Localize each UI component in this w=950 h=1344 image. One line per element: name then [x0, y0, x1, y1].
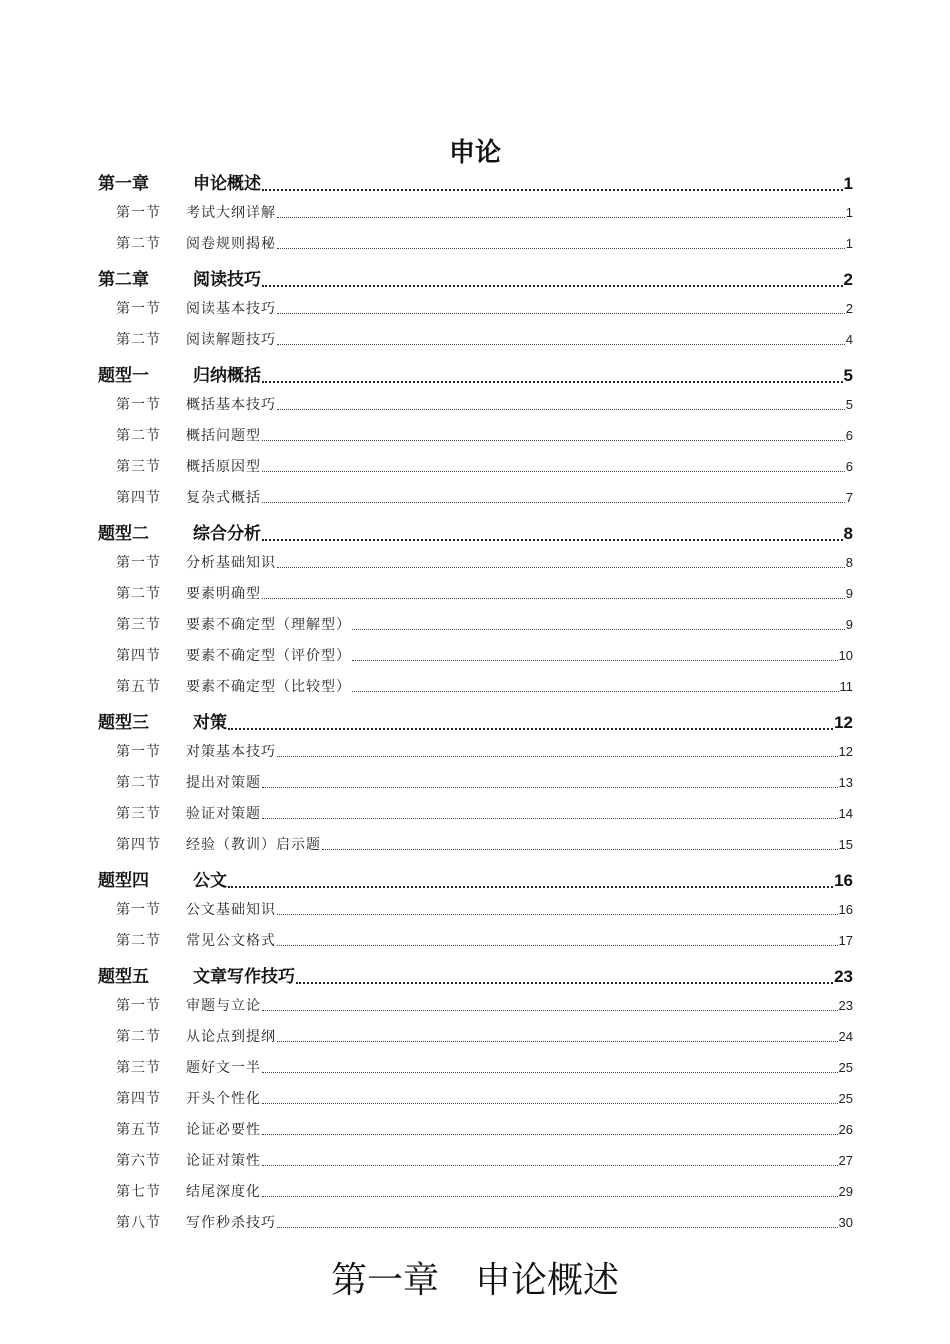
- toc-entry-title: 公文: [193, 871, 227, 891]
- toc-dot-leader: [262, 188, 843, 191]
- toc-dot-leader: [262, 501, 845, 503]
- toc-entry-title: 题好文一半: [186, 1060, 261, 1076]
- toc-entry-page-number: 8: [845, 555, 853, 570]
- toc-entry-page-number: 25: [838, 1060, 853, 1075]
- toc-dot-leader: [296, 981, 833, 984]
- toc-dot-leader: [277, 1040, 838, 1042]
- toc-entry-page-number: 12: [834, 713, 853, 732]
- toc-section-entry[interactable]: [116, 1120, 853, 1140]
- toc-dot-leader: [262, 1071, 838, 1073]
- toc-section-entry[interactable]: [116, 457, 853, 477]
- toc-section-entry[interactable]: [116, 426, 853, 446]
- toc-entry-number: 第二节: [116, 428, 161, 444]
- toc-entry-page-number: 16: [834, 871, 853, 890]
- toc-dot-leader: [352, 628, 845, 630]
- toc-dot-leader: [352, 690, 839, 692]
- toc-dot-leader: [228, 727, 833, 730]
- toc-entry-title: 对策基本技巧: [186, 744, 276, 760]
- chapter-heading-number: 第一章: [330, 1260, 439, 1301]
- toc-dot-leader: [262, 817, 838, 819]
- toc-section-entry[interactable]: [116, 1027, 853, 1047]
- toc-entry-title: 阅读解题技巧: [186, 332, 276, 348]
- chapter-heading: [0, 1258, 950, 1304]
- toc-section-entry[interactable]: [116, 584, 853, 604]
- toc-section-entry[interactable]: [116, 615, 853, 635]
- toc-section-entry[interactable]: [116, 900, 853, 920]
- toc-entry-number: 第一节: [116, 998, 161, 1014]
- toc-dot-leader: [262, 470, 845, 472]
- toc-section-entry[interactable]: [116, 773, 853, 793]
- toc-section-entry[interactable]: [116, 1182, 853, 1202]
- toc-entry-title: 经验（教训）启示题: [186, 837, 321, 853]
- toc-entry-page-number: 16: [838, 902, 853, 917]
- toc-entry-title: 复杂式概括: [186, 490, 261, 506]
- toc-entry-number: 第五节: [116, 1122, 161, 1138]
- toc-entry-title: 综合分析: [193, 524, 261, 544]
- toc-entry-title: 分析基础知识: [186, 555, 276, 571]
- toc-dot-leader: [262, 1133, 838, 1135]
- toc-entry-page-number: 1: [845, 205, 853, 220]
- toc-dot-leader: [277, 755, 838, 757]
- toc-entry-page-number: 7: [845, 490, 853, 505]
- toc-entry-title: 要素不确定型（评价型）: [186, 648, 351, 664]
- toc-dot-leader: [277, 312, 845, 314]
- toc-section-entry[interactable]: [116, 996, 853, 1016]
- toc-section-entry[interactable]: [116, 804, 853, 824]
- toc-entry-number: 第七节: [116, 1184, 161, 1200]
- toc-dot-leader: [322, 848, 838, 850]
- toc-entry-page-number: 6: [845, 428, 853, 443]
- toc-entry-page-number: 13: [838, 775, 853, 790]
- toc-entry-number: 第一节: [116, 301, 161, 317]
- toc-entry-number: 第一节: [116, 397, 161, 413]
- toc-entry-number: 第四节: [116, 1091, 161, 1107]
- toc-entry-title: 申论概述: [193, 174, 261, 194]
- toc-entry-title: 要素不确定型（理解型）: [186, 617, 351, 633]
- toc-entry-title: 常见公文格式: [186, 933, 276, 949]
- toc-entry-number: 第二节: [116, 1029, 161, 1045]
- toc-entry-page-number: 29: [838, 1184, 853, 1199]
- toc-dot-leader: [262, 786, 838, 788]
- toc-entry-title: 阅卷规则揭秘: [186, 236, 276, 252]
- toc-dot-leader: [262, 1102, 838, 1104]
- toc-entry-number: 第四节: [116, 837, 161, 853]
- toc-entry-page-number: 24: [838, 1029, 853, 1044]
- toc-entry-page-number: 23: [834, 967, 853, 986]
- toc-dot-leader: [262, 380, 843, 383]
- toc-entry-number: 题型一: [98, 366, 149, 386]
- toc-entry-page-number: 10: [838, 648, 853, 663]
- toc-entry-number: 第一节: [116, 555, 161, 571]
- toc-dot-leader: [352, 659, 838, 661]
- toc-entry-title: 论证必要性: [186, 1122, 261, 1138]
- toc-entry-page-number: 5: [843, 366, 853, 385]
- toc-entry-number: 第三节: [116, 806, 161, 822]
- toc-entry-number: 第三节: [116, 459, 161, 475]
- toc-entry-number: 第二节: [116, 236, 161, 252]
- toc-entry-title: 概括问题型: [186, 428, 261, 444]
- toc-section-entry[interactable]: [116, 1213, 853, 1233]
- toc-entry-page-number: 9: [845, 586, 853, 601]
- toc-dot-leader: [277, 343, 845, 345]
- toc-entry-number: 第三节: [116, 617, 161, 633]
- toc-dot-leader: [277, 913, 838, 915]
- toc-entry-page-number: 26: [838, 1122, 853, 1137]
- toc-entry-page-number: 6: [845, 459, 853, 474]
- toc-entry-page-number: 4: [845, 332, 853, 347]
- toc-section-entry[interactable]: [116, 835, 853, 855]
- toc-chapter-entry[interactable]: [98, 965, 853, 989]
- toc-section-entry[interactable]: [116, 742, 853, 762]
- toc-section-entry[interactable]: [116, 203, 853, 223]
- toc-entry-number: 题型四: [98, 871, 149, 891]
- toc-entry-number: 题型五: [98, 967, 149, 987]
- toc-dot-leader: [262, 1009, 838, 1011]
- toc-entry-title: 验证对策题: [186, 806, 261, 822]
- toc-dot-leader: [262, 597, 845, 599]
- document-title: 申论: [448, 138, 501, 168]
- toc-section-entry[interactable]: [116, 488, 853, 508]
- toc-section-entry[interactable]: [116, 1089, 853, 1109]
- toc-entry-number: 第六节: [116, 1153, 161, 1169]
- toc-entry-title: 对策: [193, 713, 227, 733]
- toc-entry-page-number: 27: [838, 1153, 853, 1168]
- toc-entry-page-number: 23: [838, 998, 853, 1013]
- toc-entry-number: 题型三: [98, 713, 149, 733]
- toc-entry-number: 第一节: [116, 744, 161, 760]
- toc-dot-leader: [262, 284, 843, 287]
- toc-entry-title: 概括基本技巧: [186, 397, 276, 413]
- toc-entry-title: 概括原因型: [186, 459, 261, 475]
- toc-dot-leader: [228, 885, 833, 888]
- toc-entry-title: 要素不确定型（比较型）: [186, 679, 351, 695]
- toc-entry-number: 第一章: [98, 174, 149, 194]
- toc-entry-page-number: 30: [838, 1215, 853, 1230]
- toc-entry-number: 第二章: [98, 270, 149, 290]
- toc-chapter-entry[interactable]: [98, 172, 853, 196]
- toc-entry-title: 提出对策题: [186, 775, 261, 791]
- toc-entry-number: 第五节: [116, 679, 161, 695]
- toc-section-entry[interactable]: [116, 677, 853, 697]
- toc-dot-leader: [277, 944, 838, 946]
- toc-entry-title: 归纳概括: [193, 366, 261, 386]
- toc-entry-number: 第一节: [116, 205, 161, 221]
- toc-entry-number: 第二节: [116, 933, 161, 949]
- toc-dot-leader: [277, 566, 845, 568]
- toc-entry-number: 第四节: [116, 490, 161, 506]
- toc-chapter-entry[interactable]: [98, 364, 853, 388]
- toc-entry-number: 第四节: [116, 648, 161, 664]
- toc-entry-title: 论证对策性: [186, 1153, 261, 1169]
- toc-entry-title: 公文基础知识: [186, 902, 276, 918]
- toc-entry-title: 写作秒杀技巧: [186, 1215, 276, 1231]
- toc-dot-leader: [262, 439, 845, 441]
- toc-dot-leader: [262, 538, 843, 541]
- toc-entry-title: 结尾深度化: [186, 1184, 261, 1200]
- toc-entry-title: 文章写作技巧: [193, 967, 295, 987]
- toc-entry-title: 开头个性化: [186, 1091, 261, 1107]
- toc-entry-page-number: 1: [845, 236, 853, 251]
- toc-chapter-entry[interactable]: [98, 869, 853, 893]
- toc-entry-page-number: 14: [838, 806, 853, 821]
- toc-dot-leader: [277, 216, 845, 218]
- toc-dot-leader: [277, 408, 845, 410]
- toc-dot-leader: [262, 1195, 838, 1197]
- toc-entry-page-number: 2: [845, 301, 853, 316]
- chapter-heading-title: 申论概述: [475, 1260, 620, 1301]
- toc-chapter-entry[interactable]: [98, 522, 853, 546]
- toc-entry-page-number: 9: [845, 617, 853, 632]
- toc-section-entry[interactable]: [116, 1058, 853, 1078]
- toc-section-entry[interactable]: [116, 330, 853, 350]
- toc-chapter-entry[interactable]: [98, 268, 853, 292]
- toc-entry-page-number: 17: [838, 933, 853, 948]
- toc-entry-title: 考试大纲详解: [186, 205, 276, 221]
- toc-section-entry[interactable]: [116, 931, 853, 951]
- toc-entry-page-number: 1: [843, 174, 853, 193]
- toc-entry-page-number: 25: [838, 1091, 853, 1106]
- toc-entry-page-number: 2: [843, 270, 853, 289]
- toc-entry-title: 阅读基本技巧: [186, 301, 276, 317]
- toc-entry-number: 第八节: [116, 1215, 161, 1231]
- toc-dot-leader: [262, 1164, 838, 1166]
- toc-entry-number: 第二节: [116, 332, 161, 348]
- toc-entry-page-number: 12: [838, 744, 853, 759]
- toc-entry-page-number: 5: [845, 397, 853, 412]
- toc-dot-leader: [277, 1226, 838, 1228]
- toc-entry-number: 第二节: [116, 586, 161, 602]
- toc-entry-title: 审题与立论: [186, 998, 261, 1014]
- toc-entry-number: 第一节: [116, 902, 161, 918]
- toc-entry-title: 从论点到提纲: [186, 1029, 276, 1045]
- toc-section-entry[interactable]: [116, 299, 853, 319]
- toc-section-entry[interactable]: [116, 395, 853, 415]
- toc-section-entry[interactable]: [116, 646, 853, 666]
- toc-entry-page-number: 15: [838, 837, 853, 852]
- toc-entry-number: 第二节: [116, 775, 161, 791]
- toc-entry-title: 阅读技巧: [193, 270, 261, 290]
- toc-section-entry[interactable]: [116, 553, 853, 573]
- toc-entry-page-number: 11: [839, 679, 853, 694]
- toc-section-entry[interactable]: [116, 1151, 853, 1171]
- toc-entry-number: 题型二: [98, 524, 149, 544]
- toc-entry-page-number: 8: [843, 524, 853, 543]
- toc-dot-leader: [277, 247, 845, 249]
- toc-entry-title: 要素明确型: [186, 586, 261, 602]
- toc-section-entry[interactable]: [116, 234, 853, 254]
- toc-entry-number: 第三节: [116, 1060, 161, 1076]
- toc-chapter-entry[interactable]: [98, 711, 853, 735]
